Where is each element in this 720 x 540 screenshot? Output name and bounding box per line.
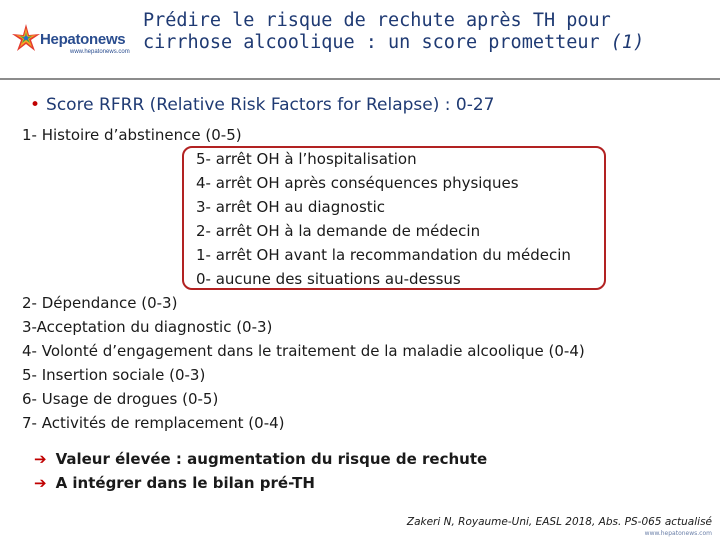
conclusion-2-text: A intégrer dans le bilan pré-TH	[55, 474, 315, 492]
conclusion-1	[34, 450, 487, 468]
arrow-right-icon: ➔	[34, 450, 47, 468]
score-heading	[30, 95, 494, 115]
footer-url: www.hepatonews.com	[644, 530, 712, 537]
logo-url: www.hepatonews.com	[70, 49, 130, 55]
reference-citation: Zakeri N, Royaume-Uni, EASL 2018, Abs. PS-065 actualisé	[406, 516, 712, 528]
bullet-icon: •	[30, 95, 41, 115]
score-heading-text: Score RFRR (Relative Risk Factors for Relapse) : 0-27	[46, 95, 495, 115]
conclusion-1-text: Valeur élevée : augmentation du risque de rechute	[55, 450, 488, 468]
conclusion-2	[34, 474, 315, 492]
subitem-2: 4- arrêt OH après conséquences physiques	[196, 174, 519, 192]
criterion-2: 2- Dépendance (0-3)	[22, 294, 178, 312]
subitem-6: 0- aucune des situations au-dessus	[196, 270, 461, 288]
criterion-4: 4- Volonté d’engagement dans le traitement de la maladie alcoolique (0-4)	[22, 342, 585, 360]
subitem-5: 1- arrêt OH avant la recommandation du médecin	[196, 246, 571, 264]
subitem-3: 3- arrêt OH au diagnostic	[196, 198, 386, 216]
logo-name: Hepatonews	[40, 31, 126, 48]
subitem-4: 2- arrêt OH à la demande de médecin	[196, 222, 481, 240]
title-line-1: Prédire le risque de rechute après TH pour	[143, 10, 611, 31]
criterion-3: 3-Acceptation du diagnostic (0-3)	[22, 318, 273, 336]
hepatonews-logo	[6, 8, 130, 68]
title-reference: (1)	[610, 32, 645, 53]
title-divider	[0, 78, 720, 80]
subitem-1: 5- arrêt OH à l’hospitalisation	[196, 150, 417, 168]
criterion-7: 7- Activités de remplacement (0-4)	[22, 414, 285, 432]
criterion-1: 1- Histoire d’abstinence (0-5)	[22, 126, 242, 144]
criterion-6: 6- Usage de drogues (0-5)	[22, 390, 219, 408]
title-line-2	[143, 32, 703, 54]
slide-title	[143, 10, 703, 54]
criterion-5: 5- Insertion sociale (0-3)	[22, 366, 206, 384]
title-line-2-main: cirrhose alcoolique : un score prometteur	[143, 32, 611, 53]
arrow-right-icon: ➔	[34, 474, 47, 492]
